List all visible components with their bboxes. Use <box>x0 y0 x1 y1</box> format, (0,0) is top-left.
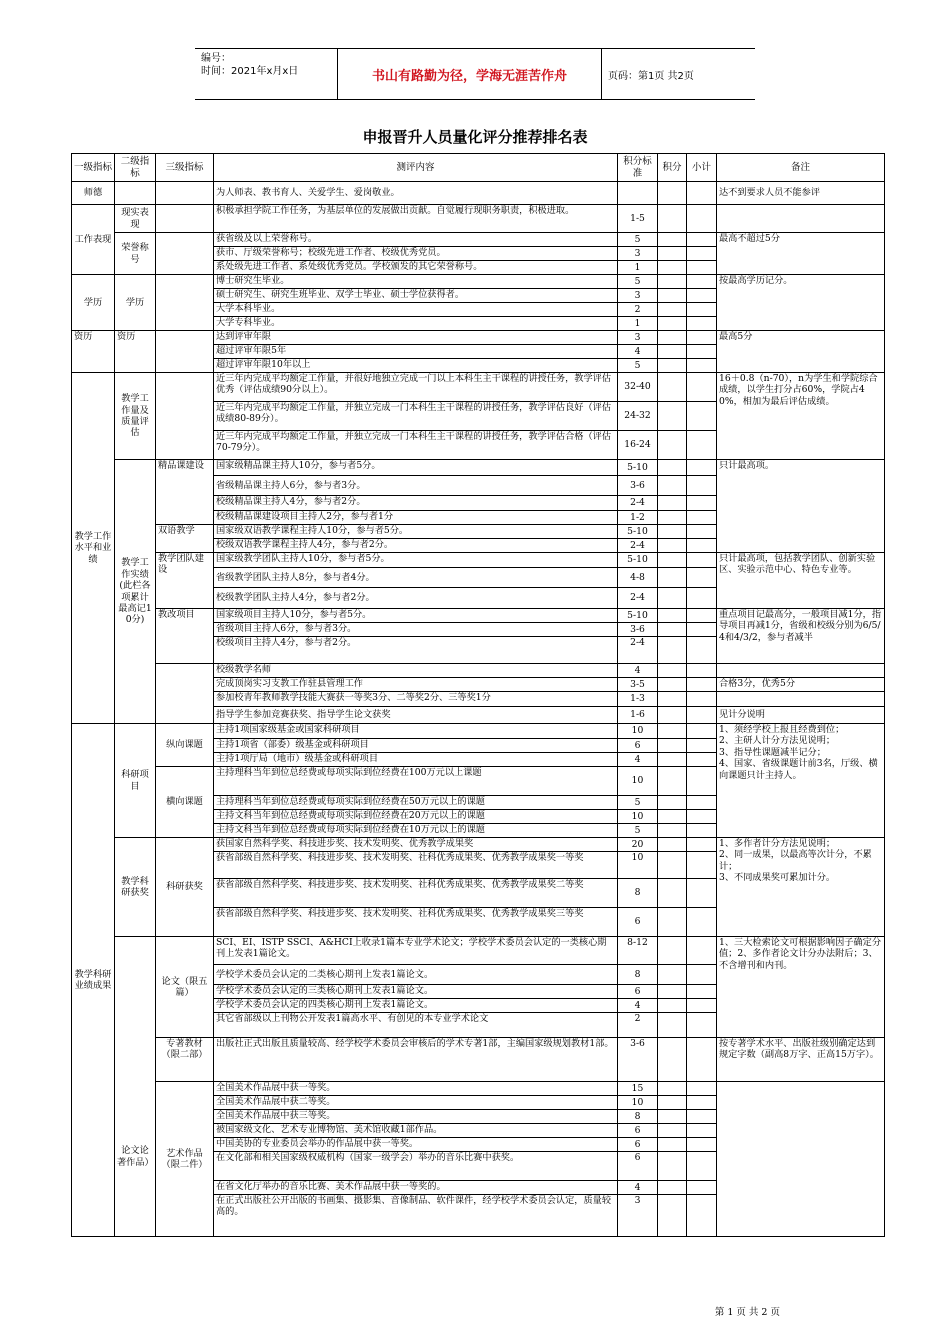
score-cell: 4 <box>618 664 658 678</box>
content-cell: 达到评审年限 <box>214 331 618 345</box>
score-cell: 2 <box>618 1013 658 1038</box>
level3-cell: 专著教材（限二部） <box>156 1038 214 1082</box>
content-cell: 国家级精品课主持人10分，参与者5分。 <box>214 460 618 476</box>
content-cell: 系处级先进工作者、系处级优秀党员。学校颁发的其它荣誉称号。 <box>214 261 618 275</box>
content-cell: 在省文化厅举办的音乐比赛、美术作品展中获一等奖的。 <box>214 1181 618 1195</box>
level3-cell: 科研获奖 <box>156 838 214 937</box>
score-cell: 3-6 <box>618 623 658 637</box>
score-cell: 5 <box>618 275 658 289</box>
note-cell: 最高5分 <box>717 331 885 373</box>
note-cell: 1、多作者计分方法见说明； 2、同一成果，以最高等次计分，不累计； 3、不同成果奖可累加计分。 <box>717 838 885 937</box>
content-cell: 被国家级文化、艺术专业博物馆、美术馆收藏1部作品。 <box>214 1124 618 1138</box>
table-row <box>72 331 885 345</box>
table-row <box>72 838 885 852</box>
score-cell: 8 <box>618 965 658 985</box>
content-cell: 近三年内完成平均额定工作量，并很好地独立完成一门以上本科生主干课程的讲授任务，教学评估优秀（评估成绩90分以上）。 <box>214 373 618 402</box>
content-cell: 国家级双语教学课程主持人10分，参与者5分。 <box>214 525 618 539</box>
content-cell: 省级教学团队主持人8分，参与者4分。 <box>214 568 618 588</box>
table-row <box>72 664 885 678</box>
col-header: 三级指标 <box>156 154 214 182</box>
content-cell: 省级项目主持人6分，参与者3分。 <box>214 623 618 637</box>
level3-cell: 教改项目 <box>156 609 214 664</box>
content-cell: 完成顶岗实习支教工作驻县管理工作 <box>214 678 618 692</box>
content-cell: 获省部级自然科学奖、科技进步奖、技术发明奖、社科优秀成果奖、优秀教学成果奖三等奖 <box>214 908 618 937</box>
content-cell: 在正式出版社公开出版的书画集、摄影集、音像制品、软件课件，经学校学术委员会认定，质量较高的。 <box>214 1195 618 1237</box>
content-cell: 学校学术委员会认定的四类核心期刊上发表1篇论文。 <box>214 999 618 1013</box>
content-cell: 国家级教学团队主持人10分，参与者5分。 <box>214 553 618 568</box>
content-cell: 校级教学团队主持人4分，参与者2分。 <box>214 588 618 609</box>
score-cell: 24-32 <box>618 402 658 431</box>
score-cell: 4 <box>618 999 658 1013</box>
page-title: 申报晋升人员量化评分推荐排名表 <box>362 128 588 146</box>
score-cell: 16-24 <box>618 431 658 460</box>
score-cell: 2 <box>618 303 658 317</box>
score-cell: 5 <box>618 824 658 838</box>
table-row <box>72 724 885 739</box>
col-header: 小计 <box>687 154 717 182</box>
content-cell: 在文化部和相关国家级权威机构（国家一级学会）举办的音乐比赛中获奖。 <box>214 1152 618 1181</box>
score-cell: 8-12 <box>618 937 658 965</box>
score-cell: 32-40 <box>618 373 658 402</box>
score-cell: 6 <box>618 1152 658 1181</box>
level2-cell: 教学工作量及质量评估 <box>115 373 156 460</box>
level3-cell: 艺术作品（限二件） <box>156 1082 214 1237</box>
number-label: 编号： <box>201 53 231 64</box>
col-header: 二级指标 <box>115 154 156 182</box>
level2-cell: 科研项目 <box>115 724 156 838</box>
content-cell: 获省部级自然科学奖、科技进步奖、技术发明奖、社科优秀成果奖、优秀教学成果奖二等奖 <box>214 879 618 908</box>
score-cell: 5-10 <box>618 525 658 539</box>
level3-cell: 纵向课题 <box>156 724 214 767</box>
scoring-table <box>71 153 885 1237</box>
table-row <box>72 1038 885 1082</box>
table-row <box>72 937 885 965</box>
score-cell: 3-6 <box>618 476 658 496</box>
content-cell: 校级项目主持人4分，参与者2分。 <box>214 637 618 664</box>
content-cell: 校级双语教学课程主持人4分，参与者2分。 <box>214 539 618 553</box>
level1-cell: 工作表现 <box>72 205 115 275</box>
score-cell: 6 <box>618 739 658 753</box>
col-header: 测评内容 <box>214 154 618 182</box>
content-cell: 全国美术作品展中获二等奖。 <box>214 1096 618 1110</box>
score-cell: 4-8 <box>618 568 658 588</box>
content-cell: 为人师表、教书育人、关爱学生、爱岗敬业。 <box>214 182 618 205</box>
content-cell: 获国家自然科学奖、科技进步奖、技术发明奖、优秀教学成果奖 <box>214 838 618 852</box>
note-cell: 重点项目记最高分，一般项目减1分，指导项目再减1分，省级和校级分别为6/5/4和4/3/2，参与者减半 <box>717 609 885 664</box>
score-cell: 8 <box>618 879 658 908</box>
page-footer: 第 1 页 共 2 页 <box>714 1307 780 1318</box>
note-cell: 见计分说明 <box>717 707 885 724</box>
level3-cell: 双语教学 <box>156 525 214 553</box>
score-cell: 4 <box>618 1181 658 1195</box>
score-cell: 3 <box>618 289 658 303</box>
col-header: 积分 <box>658 154 687 182</box>
score-cell: 2-4 <box>618 588 658 609</box>
level1-cell: 教学科研业绩成果 <box>72 724 115 1237</box>
content-cell: 主持理科当年到位总经费或每项实际到位经费在100万元以上课题 <box>214 767 618 796</box>
score-cell: 8 <box>618 1110 658 1124</box>
content-cell: 省级精品课主持人6分，参与者3分。 <box>214 476 618 496</box>
content-cell: 获省级及以上荣誉称号。 <box>214 233 618 247</box>
content-cell: 积极承担学院工作任务，为基层单位的发展做出贡献。自觉履行现职务职责，积极进取。 <box>214 205 618 233</box>
score-cell: 1 <box>618 261 658 275</box>
level2-cell: 荣誉称号 <box>115 233 156 275</box>
score-cell: 5-10 <box>618 553 658 568</box>
col-header: 备注 <box>717 154 885 182</box>
score-cell: 6 <box>618 1124 658 1138</box>
content-cell: 主持文科当年到位总经费或每项实际到位经费在10万元以上的课题 <box>214 824 618 838</box>
content-cell: 指导学生参加竞赛获奖、指导学生论文获奖 <box>214 707 618 724</box>
level2-cell: 资历 <box>115 331 156 373</box>
score-cell: 1 <box>618 317 658 331</box>
note-cell: 达不到要求人员不能参评 <box>717 182 885 205</box>
level3-cell: 横向课题 <box>156 767 214 838</box>
content-cell: 近三年内完成平均额定工作量，并独立完成一门本科生主干课程的讲授任务，教学评估合格（评估70-79分）。 <box>214 431 618 460</box>
content-cell: 出版社正式出版且质量较高、经学校学术委员会审核后的学术专著1部，主编国家级规划教材1部。 <box>214 1038 618 1082</box>
score-cell: 10 <box>618 767 658 796</box>
score-cell: 1-5 <box>618 205 658 233</box>
content-cell: 主持1项国家级基金或国家科研项目 <box>214 724 618 739</box>
col-header: 一级指标 <box>72 154 115 182</box>
score-cell: 3 <box>618 1195 658 1237</box>
level2-cell: 论文论著作品） <box>115 937 156 1237</box>
note-cell: 按专著学术水平、出版社级别确定达到规定字数（副高8万字、正高15万字）。 <box>717 1038 885 1082</box>
score-cell: 10 <box>618 810 658 824</box>
level3-cell: 论文（限五篇） <box>156 937 214 1038</box>
level1-cell: 师德 <box>72 182 115 205</box>
note-cell: 16＋0.8（n-70），n为学生和学院综合成绩，以学生打分占60%，学院占40%，相加为最后评估成绩。 <box>717 373 885 460</box>
score-cell: 4 <box>618 345 658 359</box>
score-cell: 1-2 <box>618 511 658 525</box>
note-cell: 只计最高项。 <box>717 460 885 553</box>
content-cell: 获省部级自然科学奖、科技进步奖、技术发明奖、社科优秀成果奖、优秀教学成果奖一等奖 <box>214 852 618 879</box>
level1-cell: 教学工作水平和业绩 <box>72 373 115 724</box>
content-cell: SCI、EI、ISTP SSCI、A&HCI上收录1篇本专业学术论文；学校学术委员会认定的一类核心期刊上发表1篇论文。 <box>214 937 618 965</box>
content-cell: 超过评审年限10年以上 <box>214 359 618 373</box>
note-cell: 合格3分，优秀5分 <box>717 678 885 692</box>
content-cell: 国家级项目主持人10分，参与者5分。 <box>214 609 618 623</box>
level3-cell: 教学团队建设 <box>156 553 214 609</box>
note-cell: 最高不超过5分 <box>717 233 885 275</box>
score-cell: 3 <box>618 247 658 261</box>
score-cell: 6 <box>618 908 658 937</box>
note-cell: 1、须经学校上报且经费到位； 2、主研人计分方法见说明； 3、指导性课题减半记分； 4、国家、省级课题计前3名，厅级、横向课题只计主持人。 <box>717 724 885 838</box>
score-cell: 3 <box>618 331 658 345</box>
score-cell: 2-4 <box>618 637 658 664</box>
page-header <box>195 48 755 100</box>
header-row <box>72 154 885 182</box>
level2-cell: 现实表现 <box>115 205 156 233</box>
score-cell: 5-10 <box>618 460 658 476</box>
time-label: 时间：2021年x月x日 <box>201 66 299 77</box>
table-row <box>72 373 885 402</box>
score-cell: 10 <box>618 1096 658 1110</box>
table-row <box>72 460 885 476</box>
note-cell: 按最高学历记分。 <box>717 275 885 331</box>
table-row <box>72 553 885 568</box>
score-cell: 10 <box>618 724 658 739</box>
score-cell: 5 <box>618 796 658 810</box>
level2-cell: 教学科研获奖 <box>115 838 156 937</box>
col-header: 积分标准 <box>618 154 658 182</box>
score-cell: 10 <box>618 852 658 879</box>
content-cell: 近三年内完成平均额定工作量，并独立完成一门本科生主干课程的讲授任务，教学评估良好（评估成绩80-89分）。 <box>214 402 618 431</box>
header-meta <box>195 49 338 99</box>
level2-cell: 学历 <box>115 275 156 331</box>
score-cell <box>618 182 658 205</box>
table-row <box>72 275 885 289</box>
table-row <box>72 609 885 623</box>
content-cell: 主持理科当年到位总经费或每项实际到位经费在50万元以上的课题 <box>214 796 618 810</box>
score-cell: 1-6 <box>618 707 658 724</box>
score-cell: 1-3 <box>618 692 658 707</box>
score-cell: 5 <box>618 359 658 373</box>
level1-cell: 资历 <box>72 331 115 373</box>
content-cell: 全国美术作品展中获一等奖。 <box>214 1082 618 1096</box>
motto: 书山有路勤为径，学海无涯苦作舟 <box>338 49 602 99</box>
page-label: 页码：第1页 共2页 <box>608 70 694 82</box>
content-cell: 校级教学名师 <box>214 664 618 678</box>
level3-cell: 精品课建设 <box>156 460 214 525</box>
note-cell: 只计最高项，包括教学团队、创新实验区、实验示范中心、特色专业等。 <box>717 553 885 609</box>
score-cell: 4 <box>618 753 658 767</box>
level2-cell: 教学工作实绩(此栏各项累计最高记10分) <box>115 460 156 724</box>
score-cell: 5-10 <box>618 609 658 623</box>
table-row <box>72 205 885 233</box>
content-cell: 大学本科毕业。 <box>214 303 618 317</box>
content-cell: 硕士研究生、研究生班毕业、双学士毕业、硕士学位获得者。 <box>214 289 618 303</box>
score-cell: 3-5 <box>618 678 658 692</box>
score-cell: 6 <box>618 985 658 999</box>
content-cell: 主持1项省（部委）级基金或科研项目 <box>214 739 618 753</box>
score-cell: 6 <box>618 1138 658 1152</box>
content-cell: 中国美协的专业委员会举办的作品展中获一等奖。 <box>214 1138 618 1152</box>
content-cell: 校级精品课建设项目主持人2分，参与者1分 <box>214 511 618 525</box>
content-cell: 超过评审年限5年 <box>214 345 618 359</box>
score-cell: 2-4 <box>618 539 658 553</box>
score-cell: 2-4 <box>618 496 658 511</box>
content-cell: 学校学术委员会认定的二类核心期刊上发表1篇论文。 <box>214 965 618 985</box>
content-cell: 参加校青年教师教学技能大赛获一等奖3分、二等奖2分、三等奖1分 <box>214 692 618 707</box>
content-cell: 全国美术作品展中获三等奖。 <box>214 1110 618 1124</box>
content-cell: 博士研究生毕业。 <box>214 275 618 289</box>
score-cell: 5 <box>618 233 658 247</box>
content-cell: 其它省部级以上刊物公开发表1篇高水平、有创见的本专业学术论文 <box>214 1013 618 1038</box>
table-row <box>72 233 885 247</box>
content-cell: 大学专科毕业。 <box>214 317 618 331</box>
score-cell: 3-6 <box>618 1038 658 1082</box>
level1-cell: 学历 <box>72 275 115 331</box>
score-cell: 15 <box>618 1082 658 1096</box>
content-cell: 主持文科当年到位总经费或每项实际到位经费在20万元以上的课题 <box>214 810 618 824</box>
score-cell: 20 <box>618 838 658 852</box>
content-cell: 学校学术委员会认定的三类核心期刊上发表1篇论文。 <box>214 985 618 999</box>
table-row <box>72 1082 885 1096</box>
content-cell: 校级精品课主持人4分，参与者2分。 <box>214 496 618 511</box>
table-row <box>72 182 885 205</box>
note-cell: 1、三大检索论文可根据影响因子确定分值；2、多作者论文计分办法附后；3、不含增刊和内刊。 <box>717 937 885 1038</box>
content-cell: 主持1项厅局（地市）级基金或科研项目 <box>214 753 618 767</box>
content-cell: 获市、厅级荣誉称号；校级先进工作者、校级优秀党员。 <box>214 247 618 261</box>
